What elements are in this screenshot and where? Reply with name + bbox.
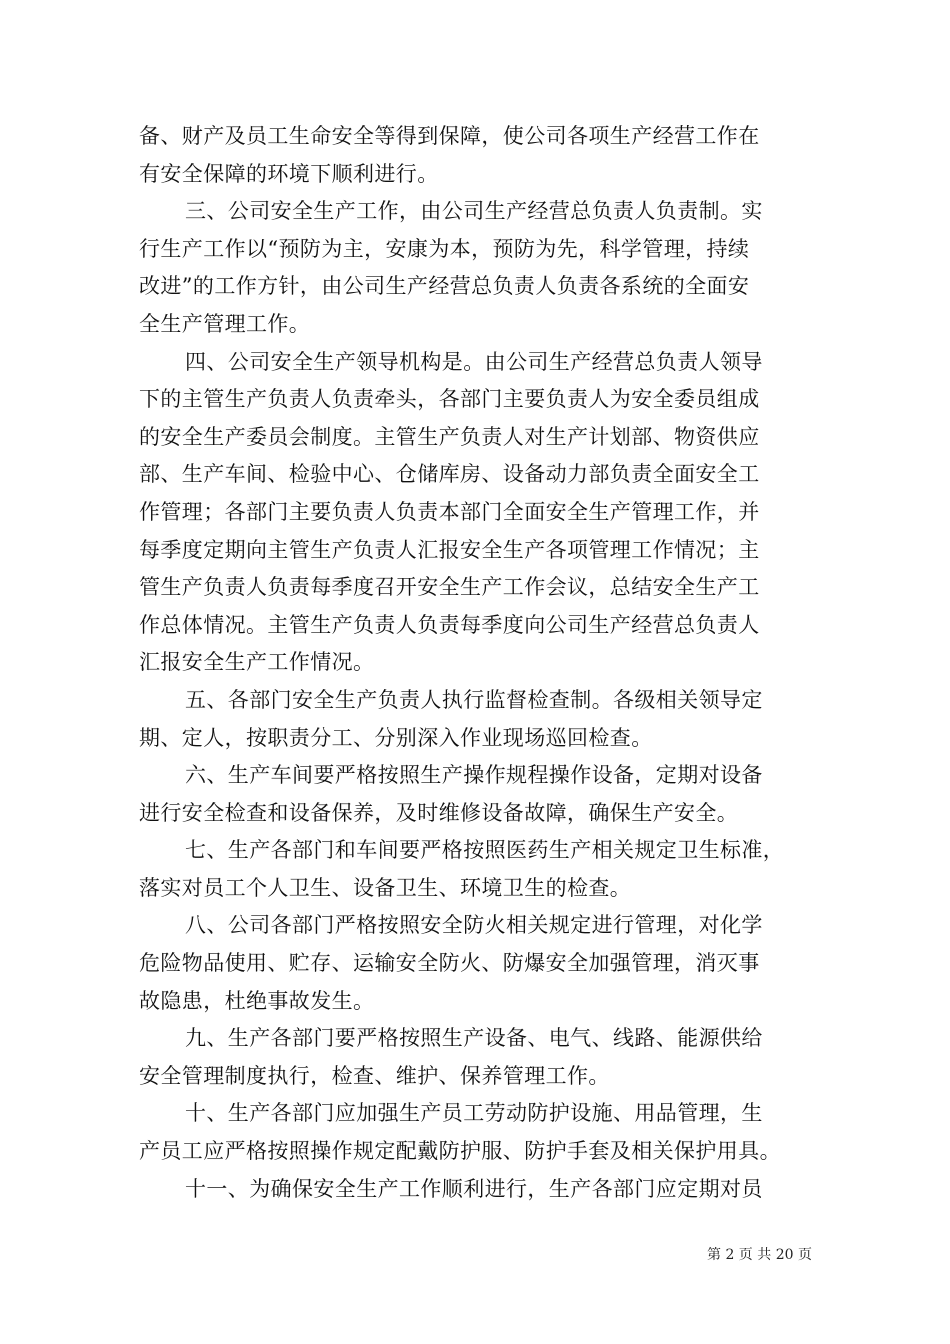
text-line: 每季度定期向主管生产负责人汇报安全生产各项管理工作情况；主	[139, 537, 760, 562]
text-line: 七、生产各部门和车间要严格按照医药生产相关规定卫生标准，	[185, 838, 785, 863]
text-line: 进行安全检查和设备保养，及时维修设备故障，确保生产安全。	[139, 800, 739, 825]
text-line: 改进”的工作方针，由公司生产经营总负责人负责各系统的全面安	[139, 274, 750, 299]
text-line: 全生产管理工作。	[139, 311, 311, 336]
text-line: 作管理；各部门主要负责人负责本部门全面安全生产管理工作，并	[139, 499, 760, 524]
text-line: 下的主管生产负责人负责牵头，各部门主要负责人为安全委员组成	[139, 387, 760, 412]
text-line: 汇报安全生产工作情况。	[139, 650, 375, 675]
text-line: 部、生产车间、检验中心、仓储库房、设备动力部负责全面安全工	[139, 462, 760, 487]
text-line: 行生产工作以“预防为主，安康为本，预防为先，科学管理，持续	[139, 236, 750, 261]
text-line: 产员工应严格按照操作规定配戴防护服、防护手套及相关保护用具。	[139, 1139, 781, 1164]
page-number: 第 2 页 共 20 页	[707, 1247, 812, 1263]
text-line: 安全管理制度执行，检查、维护、保养管理工作。	[139, 1063, 610, 1088]
text-line: 的安全生产委员会制度。主管生产负责人对生产计划部、物资供应	[139, 424, 760, 449]
text-line: 管生产负责人负责每季度召开安全生产工作会议，总结安全生产工	[139, 575, 760, 600]
text-line: 九、生产各部门要严格按照生产设备、电气、线路、能源供给	[185, 1026, 763, 1051]
text-line: 十、生产各部门应加强生产员工劳动防护设施、用品管理，生	[185, 1101, 763, 1126]
text-line: 故隐患，杜绝事故发生。	[139, 988, 375, 1013]
text-line: 作总体情况。主管生产负责人负责每季度向公司生产经营总负责人	[139, 612, 760, 637]
text-line: 有安全保障的环境下顺利进行。	[139, 161, 439, 186]
text-line: 备、财产及员工生命安全等得到保障，使公司各项生产经营工作在	[139, 124, 760, 148]
text-line: 期、定人，按职责分工、分别深入作业现场巡回检查。	[139, 725, 653, 750]
text-line: 五、各部门安全生产负责人执行监督检查制。各级相关领导定	[185, 687, 763, 712]
text-line: 三、公司安全生产工作，由公司生产经营总负责人负责制。实	[185, 199, 763, 224]
text-line: 四、公司安全生产领导机构是。由公司生产经营总负责人领导	[185, 349, 763, 374]
text-line: 八、公司各部门严格按照安全防火相关规定进行管理，对化学	[185, 913, 763, 938]
text-line: 六、生产车间要严格按照生产操作规程操作设备，定期对设备	[185, 763, 763, 788]
document-body	[139, 118, 819, 1208]
text-line: 落实对员工个人卫生、设备卫生、环境卫生的检查。	[139, 875, 632, 900]
text-line: 十一、为确保安全生产工作顺利进行，生产各部门应定期对员	[185, 1176, 763, 1201]
text-line: 危险物品使用、贮存、运输安全防火、防爆安全加强管理，消灭事	[139, 951, 760, 976]
